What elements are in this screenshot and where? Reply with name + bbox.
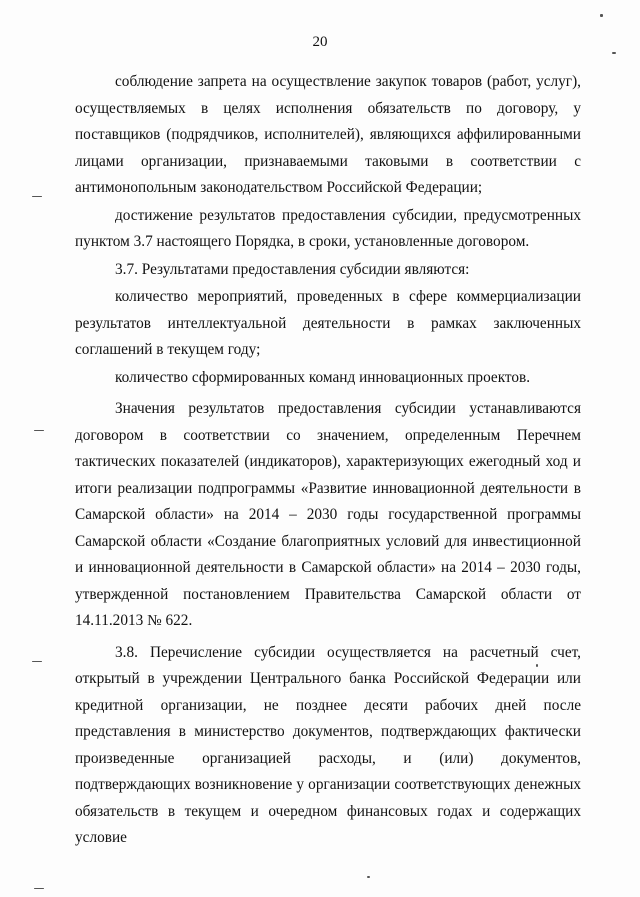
scan-speck bbox=[600, 14, 603, 17]
paragraph-procurement-ban: соблюдение запрета на осуществление закупок товаров (работ, услуг), осуществляемых в целях исполнения обязательств по договору, у поставщиков (подрядчиков, исполнителей), являющихся аффилированными лицами организации, признаваемыми таковыми в соответствии с антимонопольным законодательством Российской Федерации; bbox=[75, 73, 581, 196]
scan-speck bbox=[34, 430, 44, 431]
paragraph-events-count: количество мероприятий, проведенных в сфере коммерциализации результатов интеллектуальной деятельности в рамках заключенных соглашений в текущем году; bbox=[75, 288, 581, 358]
paragraph-3-8-transfer: 3.8. Перечисление субсидии осуществляется на расчетный счет, открытый в учреждении Центрального банка Российской Федерации или кредитной организации, не позднее десяти рабочих дней после представления в министерство документов, подтверждающих фактически произведенные организацией расходы, и (или) документов, подтверждающих возникновение у организации соответствующих денежных обязательств в текущем и очередном финансовых годах и содержащих условие bbox=[75, 643, 581, 846]
paragraph-result-values: Значения результатов предоставления субсидии устанавливаются договором в соответствии со значением, определенным Перечнем тактических показателей (индикаторов), характеризующих ежегодный ход и итоги реализации подпрограммы «Развитие инновационной деятельности в Самарской области» на 2014 – 2030 годы государственной программы Самарской области «Создание благоприятных условий для инвестиционной и инновационной деятельности в Самарской области» на 2014 – 2030 годы, утвержденной постановлением Правительства Самарской области от 14.11.2013 № 622. bbox=[75, 400, 581, 629]
paragraph-3-7-heading: 3.7. Результатами предоставления субсидии являются: bbox=[115, 260, 470, 278]
scan-speck bbox=[536, 664, 538, 667]
page-number: 20 bbox=[312, 34, 328, 50]
scan-speck bbox=[367, 876, 370, 878]
scan-speck bbox=[32, 661, 42, 662]
scan-speck bbox=[32, 196, 42, 197]
scan-speck bbox=[34, 888, 44, 889]
document-body bbox=[75, 69, 581, 852]
paragraph-achievement-results: достижение результатов предоставления субсидии, предусмотренных пунктом 3.7 настоящего Порядка, в сроки, установленные договором. bbox=[75, 206, 581, 250]
scan-speck bbox=[612, 52, 616, 54]
paragraph-teams-count: количество сформированных команд инновационных проектов. bbox=[115, 368, 531, 386]
